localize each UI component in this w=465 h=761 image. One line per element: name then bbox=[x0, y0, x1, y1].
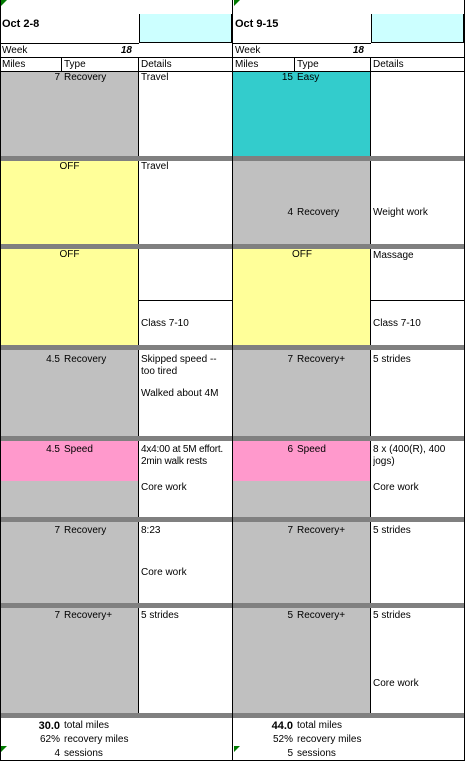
week-number[interactable]: 18 bbox=[120, 45, 132, 56]
details-text[interactable]: 4x4:00 at 5M effort. 2min walk rests bbox=[141, 444, 223, 467]
details-text[interactable]: Core work bbox=[141, 482, 187, 493]
day-separator bbox=[0, 713, 232, 718]
details-text[interactable]: Class 7-10 bbox=[373, 318, 421, 329]
day-1-block[interactable] bbox=[0, 72, 139, 156]
day-5-block-lower bbox=[0, 481, 139, 517]
day-7-block[interactable] bbox=[0, 608, 139, 713]
details-text[interactable]: Core work bbox=[373, 482, 419, 493]
details-text[interactable]: 5 strides bbox=[373, 525, 411, 536]
miles-value: 4.5 bbox=[46, 354, 60, 365]
run-type: Recovery bbox=[64, 354, 107, 365]
week-note-cell[interactable] bbox=[371, 14, 464, 43]
details-text[interactable]: 5 strides bbox=[141, 610, 179, 621]
col-header-type: Type bbox=[297, 59, 319, 70]
summary-sessions[interactable]: 5 bbox=[287, 748, 293, 759]
day-2-block[interactable] bbox=[233, 161, 371, 244]
miles-value: 7 bbox=[287, 525, 293, 536]
miles-value: 7 bbox=[54, 610, 60, 621]
day-5-block-lower bbox=[233, 481, 371, 517]
run-type: Recovery+ bbox=[297, 354, 346, 365]
col-header-details: Details bbox=[141, 59, 172, 70]
miles-value: OFF bbox=[292, 249, 312, 260]
summary-recovery-pct[interactable]: 62% bbox=[39, 734, 60, 745]
run-type: Recovery+ bbox=[297, 610, 346, 621]
comment-indicator-icon bbox=[234, 746, 240, 752]
day-7-block[interactable] bbox=[233, 608, 371, 713]
day-separator bbox=[233, 713, 465, 718]
comment-indicator-icon bbox=[1, 0, 7, 6]
miles-value: 7 bbox=[54, 525, 60, 536]
run-type: Recovery bbox=[64, 525, 107, 536]
run-type: Speed bbox=[297, 444, 326, 455]
details-text[interactable]: Walked about 4M bbox=[141, 388, 219, 399]
miles-value: 15 bbox=[281, 72, 293, 83]
day-3-block[interactable] bbox=[0, 249, 139, 345]
summary-total-miles[interactable]: 44.0 bbox=[271, 720, 293, 732]
week-note-cell[interactable] bbox=[139, 14, 232, 43]
week-number[interactable]: 18 bbox=[352, 45, 364, 56]
details-text[interactable]: Class 7-10 bbox=[141, 318, 189, 329]
miles-value: 7 bbox=[287, 354, 293, 365]
details-text[interactable]: Core work bbox=[141, 567, 187, 578]
summary-recovery-label: recovery miles bbox=[297, 734, 362, 745]
run-type: Recovery bbox=[64, 72, 107, 83]
col-header-miles: Miles bbox=[2, 59, 26, 70]
week-title[interactable]: Oct 9-15 bbox=[235, 18, 279, 30]
run-type: Speed bbox=[64, 444, 93, 455]
day-1-block[interactable] bbox=[233, 72, 371, 156]
summary-sessions-label: sessions bbox=[297, 748, 336, 759]
details-text[interactable]: 8 x (400(R), 400 jogs) bbox=[373, 444, 446, 467]
details-text[interactable]: Skipped speed -- too tired bbox=[141, 354, 217, 377]
run-type: Recovery+ bbox=[64, 610, 113, 621]
details-text[interactable]: Massage bbox=[373, 250, 414, 261]
day-2-block[interactable] bbox=[0, 161, 139, 244]
sheet-left-border bbox=[0, 0, 1, 761]
details-text[interactable]: 5 strides bbox=[373, 610, 411, 621]
details-text[interactable]: Weight work bbox=[373, 207, 428, 218]
miles-value: 4 bbox=[287, 207, 293, 218]
details-text[interactable]: Travel bbox=[141, 72, 169, 83]
summary-sessions[interactable]: 4 bbox=[54, 748, 60, 759]
summary-sessions-label: sessions bbox=[64, 748, 103, 759]
details-text[interactable]: Core work bbox=[373, 678, 419, 689]
run-type: Recovery bbox=[297, 207, 340, 218]
col-header-details: Details bbox=[373, 59, 404, 70]
miles-value: OFF bbox=[59, 161, 80, 172]
day-3-block[interactable] bbox=[233, 249, 371, 345]
comment-indicator-icon bbox=[1, 746, 7, 752]
summary-total-label: total miles bbox=[297, 720, 343, 731]
details-text[interactable]: 5 strides bbox=[373, 354, 411, 365]
week-title[interactable]: Oct 2-8 bbox=[2, 18, 40, 30]
details-text[interactable]: 8:23 bbox=[141, 525, 161, 536]
run-type: Recovery+ bbox=[297, 525, 346, 536]
week-label: Week bbox=[235, 45, 261, 56]
miles-value: 6 bbox=[287, 444, 293, 455]
week-label: Week bbox=[2, 45, 28, 56]
run-type: Easy bbox=[297, 72, 320, 83]
summary-recovery-label: recovery miles bbox=[64, 734, 129, 745]
miles-value: 7 bbox=[54, 72, 60, 83]
details-text[interactable]: Travel bbox=[141, 161, 169, 172]
summary-total-label: total miles bbox=[64, 720, 110, 731]
miles-value: OFF bbox=[59, 249, 80, 260]
miles-value: 5 bbox=[287, 610, 293, 621]
miles-value: 4.5 bbox=[46, 444, 60, 455]
comment-indicator-icon bbox=[234, 0, 240, 6]
summary-recovery-pct[interactable]: 52% bbox=[272, 734, 293, 745]
summary-total-miles[interactable]: 30.0 bbox=[38, 720, 60, 732]
col-header-type: Type bbox=[64, 59, 86, 70]
col-header-miles: Miles bbox=[235, 59, 259, 70]
